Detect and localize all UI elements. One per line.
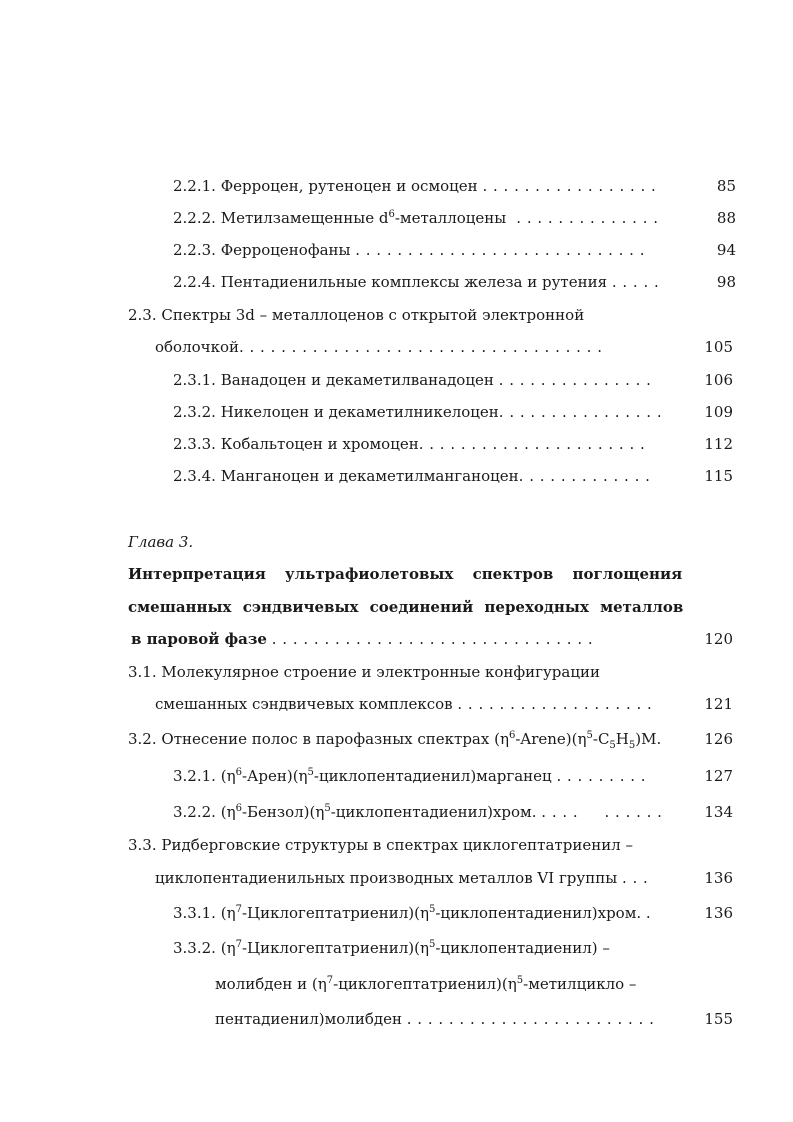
toc-title-part: (η bbox=[220, 767, 236, 785]
chapter-title-line: смешанных сэндвичевых соединений переходных металлов bbox=[128, 598, 684, 616]
toc-entry-3-2-1 bbox=[173, 766, 646, 786]
toc-entry-3-3-2-continuation bbox=[215, 974, 636, 994]
toc-number: 2.2.3. bbox=[173, 241, 216, 259]
chapter-title-last-line bbox=[131, 629, 593, 649]
superscript: 6 bbox=[235, 803, 242, 814]
dot-leader: . bbox=[645, 904, 652, 922]
toc-title: Кобальтоцен и хромоцен bbox=[220, 435, 419, 453]
superscript: 5 bbox=[428, 939, 436, 950]
toc-entry-2-3-1 bbox=[173, 370, 651, 390]
dot-leader: . . . . . . . . . . . . . . . . . . . . . . . . . . . . . . . bbox=[271, 630, 594, 648]
chapter-label: Глава 3. bbox=[128, 533, 194, 551]
toc-entry-3-3-2-continuation bbox=[215, 1009, 654, 1029]
superscript: 5 bbox=[586, 730, 593, 741]
toc-page-number: 155 bbox=[704, 1010, 733, 1028]
superscript: 6 bbox=[235, 767, 242, 778]
toc-page-number: 136 bbox=[704, 869, 733, 887]
toc-number: 2.3.4. bbox=[173, 467, 216, 485]
toc-title: Манганоцен и декаметилманганоцен bbox=[220, 467, 519, 485]
dot-leader: . . . . . . . . . . . . . . . . . . . . . . . . . . . . bbox=[355, 241, 645, 259]
toc-entry-2-3 bbox=[128, 305, 584, 325]
toc-title-part: -металлоцены bbox=[394, 209, 507, 227]
toc-title: Пентадиенильные комплексы железа и рутения bbox=[220, 273, 608, 291]
superscript: 7 bbox=[326, 975, 334, 986]
toc-number: 2.3.2. bbox=[173, 403, 216, 421]
superscript: 5 bbox=[516, 975, 524, 986]
superscript: 5 bbox=[428, 904, 436, 915]
superscript: 6 bbox=[388, 209, 395, 220]
superscript: 5 bbox=[307, 767, 314, 778]
dot-leader: . . . . . . . . . . . . . bbox=[518, 467, 651, 485]
superscript: 7 bbox=[235, 939, 242, 950]
toc-title: Ферроценофаны bbox=[220, 241, 351, 259]
dot-leader: . . . . . . . . . . . . . . . . . . . . . . . . . . . . . . . . . . . bbox=[238, 338, 603, 356]
dot-leader: . . . . . . . . . . . . . . . . . . . bbox=[457, 695, 653, 713]
toc-number: 2.3. bbox=[128, 306, 157, 324]
toc-title-part: -Арен)(η bbox=[241, 767, 308, 785]
toc-title: смешанных сэндвичевых комплексов bbox=[155, 695, 453, 713]
toc-title: Молекулярное строение и электронные конфигурации bbox=[161, 663, 600, 681]
toc-number: 3.3.2. bbox=[173, 939, 216, 957]
dot-leader: . . . . . . . . . . . . . . . bbox=[498, 371, 652, 389]
toc-title-part: -Циклогептатриенил)(η bbox=[241, 939, 429, 957]
toc-entry-2-2-4 bbox=[173, 272, 659, 292]
toc-title-part: -циклопентадиенил) – bbox=[435, 939, 610, 957]
toc-page-number: 94 bbox=[716, 241, 736, 259]
toc-title-part: -циклопентадиенил)марганец bbox=[313, 767, 552, 785]
toc-entry-3-3-continuation bbox=[155, 868, 648, 888]
toc-entry-2-3-4 bbox=[173, 466, 650, 486]
toc-number: 3.3.1. bbox=[173, 904, 216, 922]
toc-entry-3-3-2 bbox=[173, 938, 610, 958]
toc-page-number: 134 bbox=[704, 803, 733, 821]
toc-title: пентадиенил)молибден bbox=[215, 1010, 402, 1028]
dot-leader: . . . . . . . . . . . . . . . . . . . . . . bbox=[418, 435, 646, 453]
toc-title-part: -Циклогептатриенил)(η bbox=[241, 904, 429, 922]
toc-title-part: -C bbox=[592, 730, 610, 748]
toc-entry-3-3 bbox=[128, 835, 633, 855]
toc-page-number: 109 bbox=[704, 403, 733, 421]
toc-page-number: 121 bbox=[704, 695, 733, 713]
toc-title: Ферроцен, рутеноцен и осмоцен bbox=[220, 177, 478, 195]
toc-entry-2-3-2 bbox=[173, 402, 662, 422]
chapter-title-line: Интерпретация ультрафиолетовых спектров поглощения bbox=[128, 565, 683, 583]
toc-title: Ридберговские структуры в спектрах циклогептатриенил – bbox=[161, 836, 633, 854]
dot-leader: . . . . . bbox=[611, 273, 660, 291]
dot-leader: . . . . . . . . . . . . . . bbox=[511, 209, 659, 227]
toc-page-number: 106 bbox=[704, 371, 733, 389]
subscript: 5 bbox=[609, 740, 616, 751]
toc-entry-3-3-1 bbox=[173, 903, 651, 923]
toc-entry-3-1 bbox=[128, 662, 600, 682]
dot-leader: . . . bbox=[621, 869, 649, 887]
toc-title-part: Отнесение полос в парофазных спектрах (η bbox=[161, 730, 509, 748]
toc-number: 2.2.2. bbox=[173, 209, 216, 227]
toc-title-part: H bbox=[615, 730, 629, 748]
toc-entry-2-2-3 bbox=[173, 240, 645, 260]
toc-title: Спектры 3d – металлоценов с открытой электронной bbox=[161, 306, 585, 324]
superscript: 7 bbox=[235, 904, 242, 915]
toc-page-number: 127 bbox=[704, 767, 733, 785]
toc-title-part: -Arene)(η bbox=[515, 730, 587, 748]
toc-title-part: (η bbox=[220, 904, 236, 922]
toc-entry-2-2-1 bbox=[173, 176, 656, 196]
toc-title: Никелоцен и декаметилникелоцен bbox=[220, 403, 499, 421]
toc-title: циклопентадиенильных производных металлов VI группы bbox=[155, 869, 618, 887]
dot-leader: . . . . . . . . . . . . . . . . . bbox=[482, 177, 657, 195]
toc-title-part: -циклогептатриенил)(η bbox=[333, 975, 517, 993]
toc-page-number: 115 bbox=[704, 467, 733, 485]
toc-number: 2.2.4. bbox=[173, 273, 216, 291]
toc-entry-2-3-3 bbox=[173, 434, 645, 454]
toc-page-number: 112 bbox=[704, 435, 733, 453]
toc-entry-3-1-continuation bbox=[155, 694, 652, 714]
toc-title-part: -метилцикло – bbox=[523, 975, 637, 993]
toc-title-part: -циклопентадиенил)хром. bbox=[435, 904, 642, 922]
toc-number: 2.2.1. bbox=[173, 177, 216, 195]
toc-page-number: 120 bbox=[704, 630, 733, 648]
dot-leader: . . . . . . . . . . . . . . . . . . . . . . . . bbox=[406, 1010, 655, 1028]
toc-page-number: 88 bbox=[716, 209, 736, 227]
dot-leader: . . . . . . . . . bbox=[556, 767, 647, 785]
toc-entry-3-2-2 bbox=[173, 802, 662, 822]
toc-number: 3.2. bbox=[128, 730, 157, 748]
toc-title-part: молибден и (η bbox=[215, 975, 327, 993]
toc-entry-2-3-continuation bbox=[155, 337, 602, 357]
toc-page-number: 98 bbox=[716, 273, 736, 291]
toc-title-part: (η bbox=[220, 803, 236, 821]
toc-page-number: 126 bbox=[704, 730, 733, 748]
dot-leader: . . . . . . . . . . bbox=[541, 803, 663, 821]
toc-page-number: 105 bbox=[704, 338, 733, 356]
toc-number: 2.3.3. bbox=[173, 435, 216, 453]
toc-number: 3.1. bbox=[128, 663, 157, 681]
toc-page-number: 136 bbox=[704, 904, 733, 922]
toc-number: 3.2.1. bbox=[173, 767, 216, 785]
superscript: 6 bbox=[508, 730, 516, 741]
toc-title-part: -циклопентадиенил)хром. bbox=[330, 803, 537, 821]
toc-entry-3-2 bbox=[128, 729, 661, 749]
subscript: 5 bbox=[628, 740, 636, 751]
toc-number: 3.3. bbox=[128, 836, 157, 854]
toc-title-part: -Бензол)(η bbox=[241, 803, 325, 821]
toc-title: оболочкой bbox=[155, 338, 239, 356]
toc-title-part: Метилзамещенные d bbox=[220, 209, 389, 227]
toc-title-part: )M. bbox=[635, 730, 662, 748]
chapter-title-line: в паровой фазе bbox=[131, 630, 267, 648]
toc-page-number: 85 bbox=[716, 177, 736, 195]
toc-title: Ванадоцен и декаметилванадоцен bbox=[220, 371, 494, 389]
toc-title-part: (η bbox=[220, 939, 236, 957]
toc-number: 3.2.2. bbox=[173, 803, 216, 821]
dot-leader: . . . . . . . . . . . . . . . . bbox=[498, 403, 663, 421]
superscript: 5 bbox=[324, 803, 331, 814]
toc-entry-2-2-2 bbox=[173, 208, 659, 228]
toc-number: 2.3.1. bbox=[173, 371, 216, 389]
